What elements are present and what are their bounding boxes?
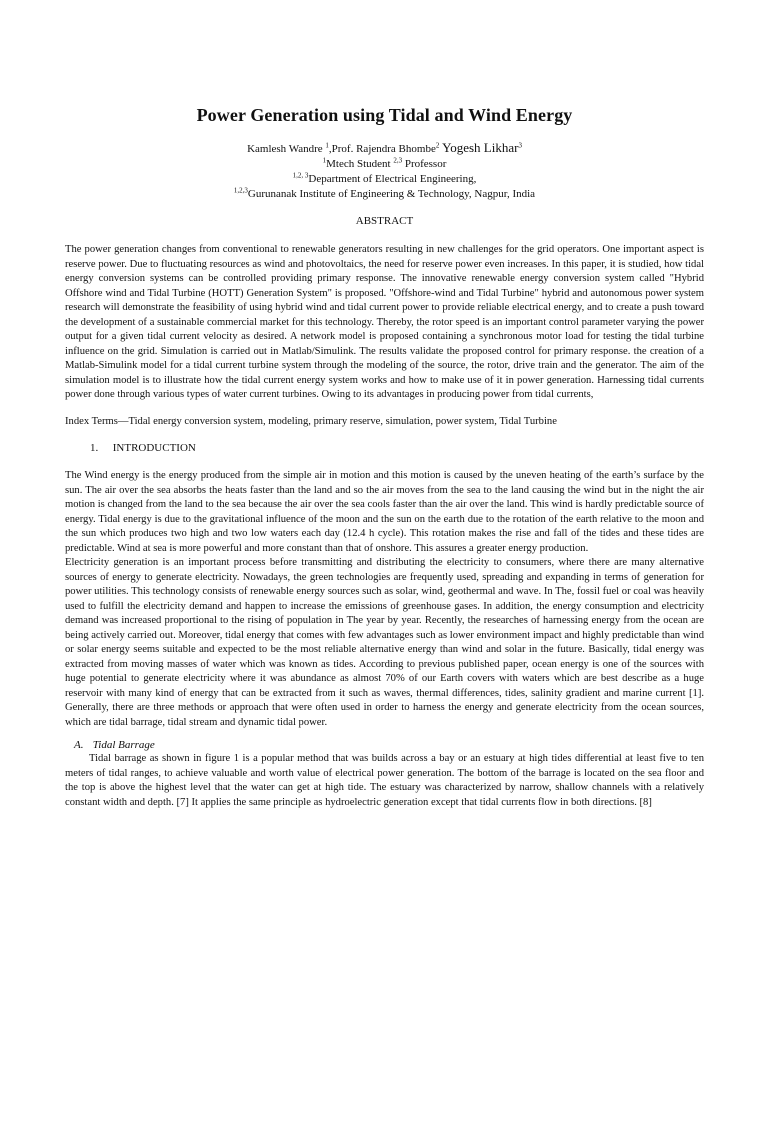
section-number: 1. <box>90 442 99 454</box>
author-block <box>65 140 704 202</box>
author-roles <box>65 157 704 172</box>
paper-page <box>0 104 768 1128</box>
introduction-paragraph-2: Electricity generation is an important process before transmitting and distributing the electricity to consumers, where there are many alternative sources of energy to generate electricity. Nowadays, the green technologies are frequently used, spreading and expanding in terms of generation for power utilities. This technology consists of renewable energy sources such as solar, wind, geothermal and wave. In The, fossil fuel or coal was heavily used to fulfill the electricity demand and happen to increase the emissions of greenhouse gases. In addition, the energy consumption and electricity demand was increased proportional to the rising of population in The year by year. Recently, the researches of harnessing energy from the ocean are being actively carried out. Moreover, tidal energy that comes with few advantages such as lower environment impact and highly predictable than wind or solar energy seems suitable and expected to be the most reliable alternative energy than wind and solar in the future. Basically, tidal energy was extracted from moving masses of water which was known as tides. According to previous published paper, ocean energy is one of the sources with huge potential to generate electricity where it was abundance as almost 70% of our Earth covers with waters which are best describe as a huge reservoir with many kind of energy that can be extracted from it such as waves, thermal differences, tides, salinity gradient and marine current [1]. Generally, there are three methods or approach that were often used in order to harness the energy and generate electricity from the ocean sources, which are tidal barrage, tidal stream and dynamic tidal power. <box>65 557 704 728</box>
department-mark: 1,2, 3 <box>292 171 309 180</box>
author-2: ,Prof. Rajendra Bhombe <box>328 143 436 155</box>
subsection-letter: A. <box>74 739 84 751</box>
index-terms: Index Terms—Tidal energy conversion system, modeling, primary reserve, simulation, power system, Tidal Turbine <box>65 415 557 427</box>
abstract-heading: ABSTRACT <box>355 215 414 227</box>
role-mark-1: 1 <box>322 156 327 165</box>
author-3: Yogesh Likhar <box>439 140 519 155</box>
institution-mark: 1,2,3 <box>233 186 248 195</box>
abstract-text: The power generation changes from conventional to renewable generators resulting in new challenges for the grid operators. One important aspect is reserve power. Due to fluctuating resources as wind and photovoltaics, the need for reserve power even increases. In this paper, it is studied, how tidal energy conversion systems can be controlled providing primary response. The innovative renewable energy conversion system called "Hybrid Offshore wind and Tidal Turbine (HOTT) Generation System" is proposed. "Offshore-wind and Tidal Turbine" hybrid and autonomous power system research will demonstrate the feasibility of using hybrid wind and tidal current power to provide reliable electrical energy, and to create a push toward the development of a sustainable commercial market for this technology. Thereby, the rotor speed is an important control parameter varying the power output for a given tidal current velocity as desired. A network model is proposed containing a synchronous motor load for testing the tidal turbine influence on the grid. Simulation is carried out in Matlab/Simulink. The results validate the proposed control for primary response. the creation of a Matlab-Simulink model for a tidal current turbine system through the modeling of the source, the rotor, drive train and the generator. The aim of the simulation model is to illustrate how the tidal current energy system works and how to make use of it in power generation. Harnessing tidal currents power done through various types of water current turbines. Owing to its advantages in producing power from tidal currents, <box>65 244 704 400</box>
author-2-affiliation-mark: 2 <box>435 141 440 150</box>
department: Department of Electrical Engineering, <box>308 173 477 185</box>
author-3-affiliation-mark: 3 <box>518 141 522 150</box>
paper-title: Power Generation using Tidal and Wind Energy <box>196 105 573 125</box>
subsection-heading-tidal-barrage <box>65 738 704 752</box>
tidal-barrage-paragraph: Tidal barrage as shown in figure 1 is a popular method that was builds across a bay or an estuary at high tides differential at least five to ten meters of tidal ranges, to achieve valuable and worth value of electrical power generation. The bottom of the barrage is located on the sea floor and the top is above the highest level that the water can get at high tide. The estuary was characterized by narrow, shallow channels with a relatively constant width and depth. [7] It applies the same principle as hydroelectric generation except that tidal currents flow in both directions. [8] <box>65 753 704 808</box>
author-names <box>65 140 704 157</box>
author-department <box>65 172 704 187</box>
author-1: Kamlesh Wandre <box>247 143 326 155</box>
institution: Gurunanak Institute of Engineering & Technology, Nagpur, India <box>247 188 536 200</box>
role-2: Professor <box>402 158 447 170</box>
subsection-title: Tidal Barrage <box>92 739 155 751</box>
role-1: Mtech Student <box>326 158 394 170</box>
role-mark-2: 2,3 <box>393 156 403 165</box>
author-institution <box>65 187 704 202</box>
author-1-affiliation-mark: 1 <box>325 141 329 150</box>
introduction-paragraph-1: The Wind energy is the energy produced from the simple air in motion and this motion is caused by the uneven heating of the earth’s surface by the sun. The air over the sea absorbs the heats faster than the land and so the air moves from the sea to the land causing the wind but in the night the air motion is changed from the land to the sea because the air over the sea cools faster than the air over the land. This wind is hardly predictable source of energy. Tidal energy is due to the gravitational influence of the moon and the sun on the earth due to the rotation of the earth relative to the moon and the sun which produces two high and two low waters each day (12.4 h cycle). This rotation makes the rise and fall of the tides and these tides are predictable. Wind at sea is more powerful and more constant than that of onshore. This assures a greater energy production. <box>65 470 704 554</box>
section-heading-introduction <box>65 441 704 455</box>
section-title: INTRODUCTION <box>112 442 196 454</box>
